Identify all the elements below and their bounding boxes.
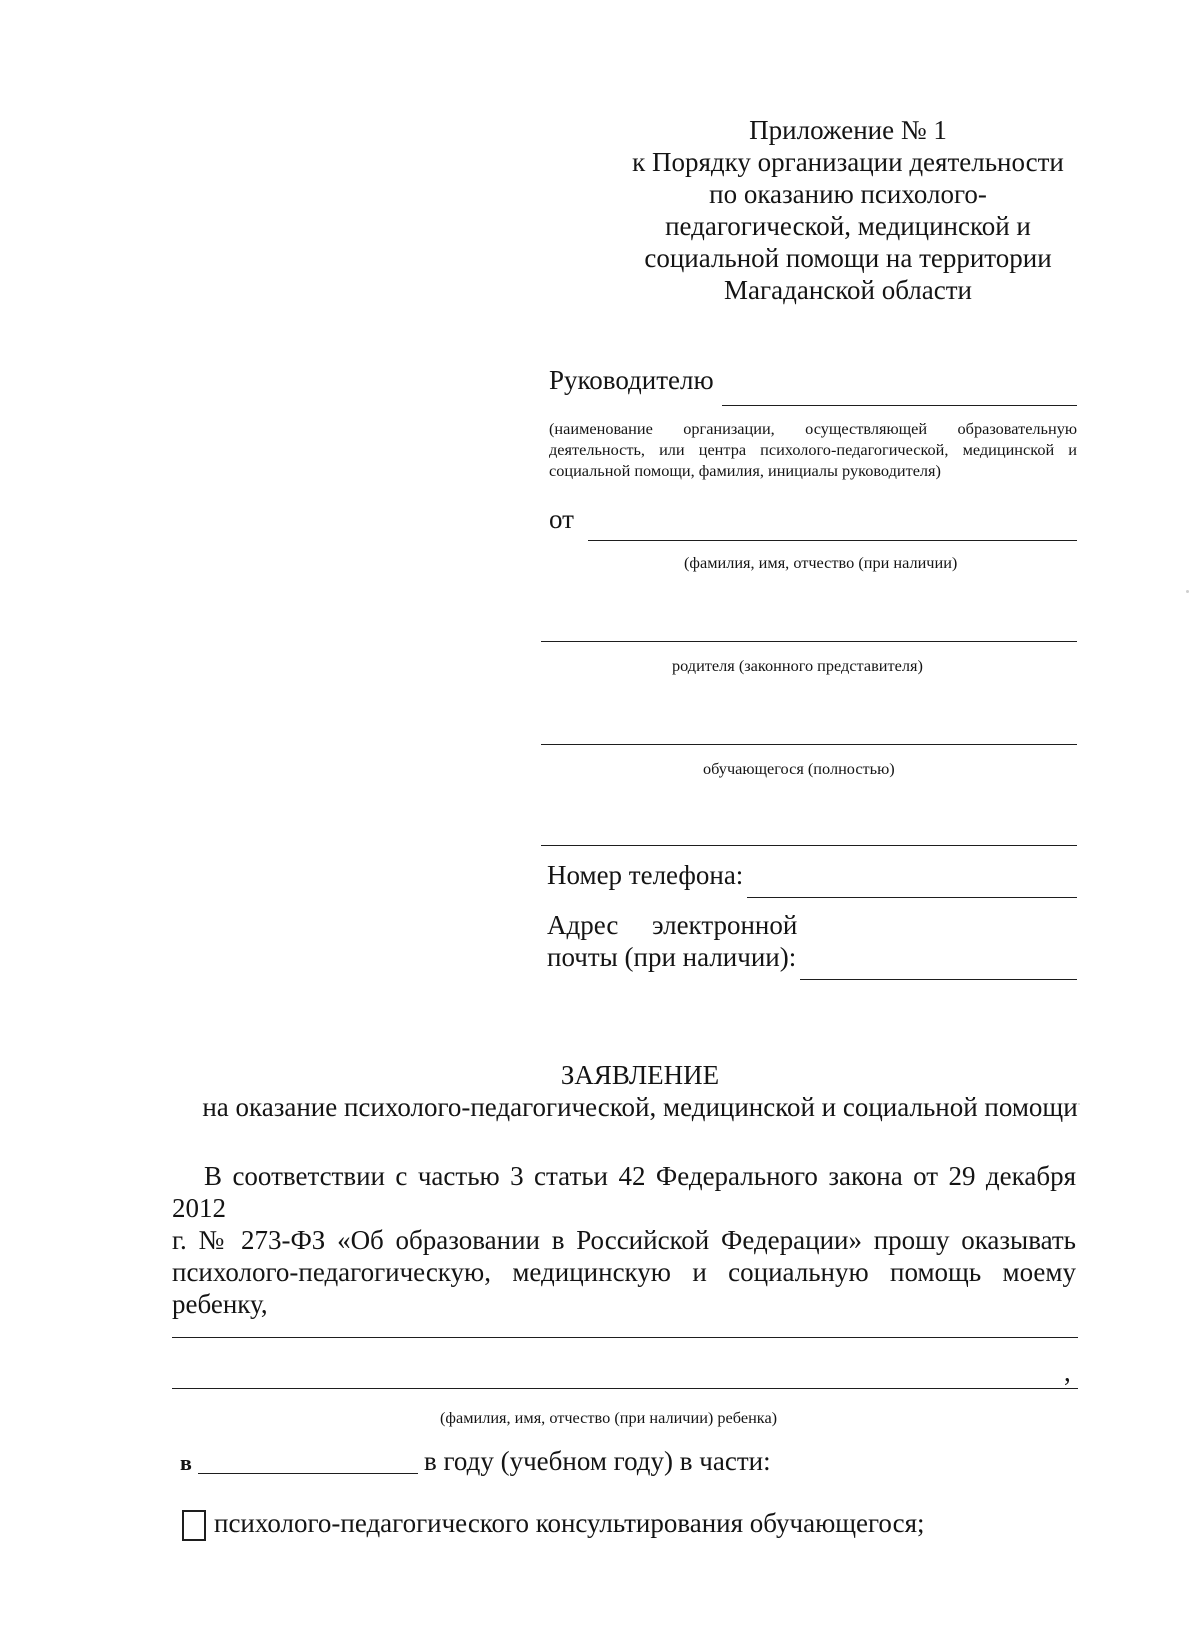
year-prefix: в [180, 1450, 192, 1475]
applicant-name-caption: (фамилия, имя, отчество (при наличии) [684, 553, 958, 572]
email-field[interactable] [800, 979, 1077, 980]
appendix-line: Приложение № 1 [749, 115, 947, 145]
child-name-caption: (фамилия, имя, отчество (при наличии) ребенка) [440, 1408, 778, 1427]
email-label-word2: электронной [652, 910, 798, 940]
student-field-extra[interactable] [541, 845, 1077, 846]
student-field[interactable] [541, 744, 1077, 745]
email-label-word1: Адрес [547, 910, 619, 940]
phone-field[interactable] [747, 897, 1077, 898]
statement-subtitle: на оказание психолого-педагогической, медицинской и социальной помощи [202, 1092, 1078, 1122]
head-name-field[interactable] [722, 405, 1077, 406]
email-label-line2: почты (при наличии): [547, 942, 797, 972]
statement-body [172, 1160, 1076, 1320]
year-field[interactable] [198, 1473, 418, 1474]
option-1-label: психолого-педагогического консультирования обучающегося; [214, 1508, 925, 1538]
child-name-comma: , [1064, 1357, 1071, 1387]
from-label: от [549, 504, 574, 534]
head-label: Руководителю [549, 365, 714, 395]
head-note: (наименование организации, осуществляющей образовательную деятельность, или центра психолого-педагогической, медицинской и социальной помощи, фамилия, инициалы руководителя) [549, 419, 1077, 480]
appendix-line: к Порядку организации деятельности [632, 147, 1064, 177]
appendix-line: педагогической, медицинской и [665, 211, 1031, 241]
body-line: ребенку, [172, 1289, 268, 1319]
phone-label: Номер телефона: [547, 860, 744, 890]
child-name-field-1[interactable] [172, 1337, 1078, 1338]
option-1-checkbox[interactable] [182, 1510, 206, 1541]
body-line: г. № 273-ФЗ «Об образовании в Российской Федерации» прошу оказывать [172, 1225, 1076, 1255]
scan-speck [1078, 1103, 1080, 1105]
child-name-field-2[interactable] [172, 1388, 1078, 1389]
body-line: психолого-педагогическую, медицинскую и социальную помощь моему [172, 1257, 1076, 1287]
appendix-line: по оказанию психолого- [709, 179, 987, 209]
body-line: В соответствии с частью 3 статьи 42 Федерального закона от 29 декабря 2012 [172, 1161, 1076, 1223]
appendix-line: социальной помощи на территории [644, 243, 1052, 273]
year-suffix: в году (учебном году) в части: [424, 1446, 771, 1476]
appendix-line: Магаданской области [724, 275, 972, 305]
appendix-header [618, 114, 1078, 306]
parent-caption: родителя (законного представителя) [672, 656, 923, 675]
parent-field[interactable] [541, 641, 1077, 642]
applicant-name-field[interactable] [588, 540, 1077, 541]
statement-title: ЗАЯВЛЕНИЕ [560, 1060, 720, 1090]
student-caption: обучающегося (полностью) [703, 759, 895, 778]
scan-speck [1186, 590, 1189, 593]
